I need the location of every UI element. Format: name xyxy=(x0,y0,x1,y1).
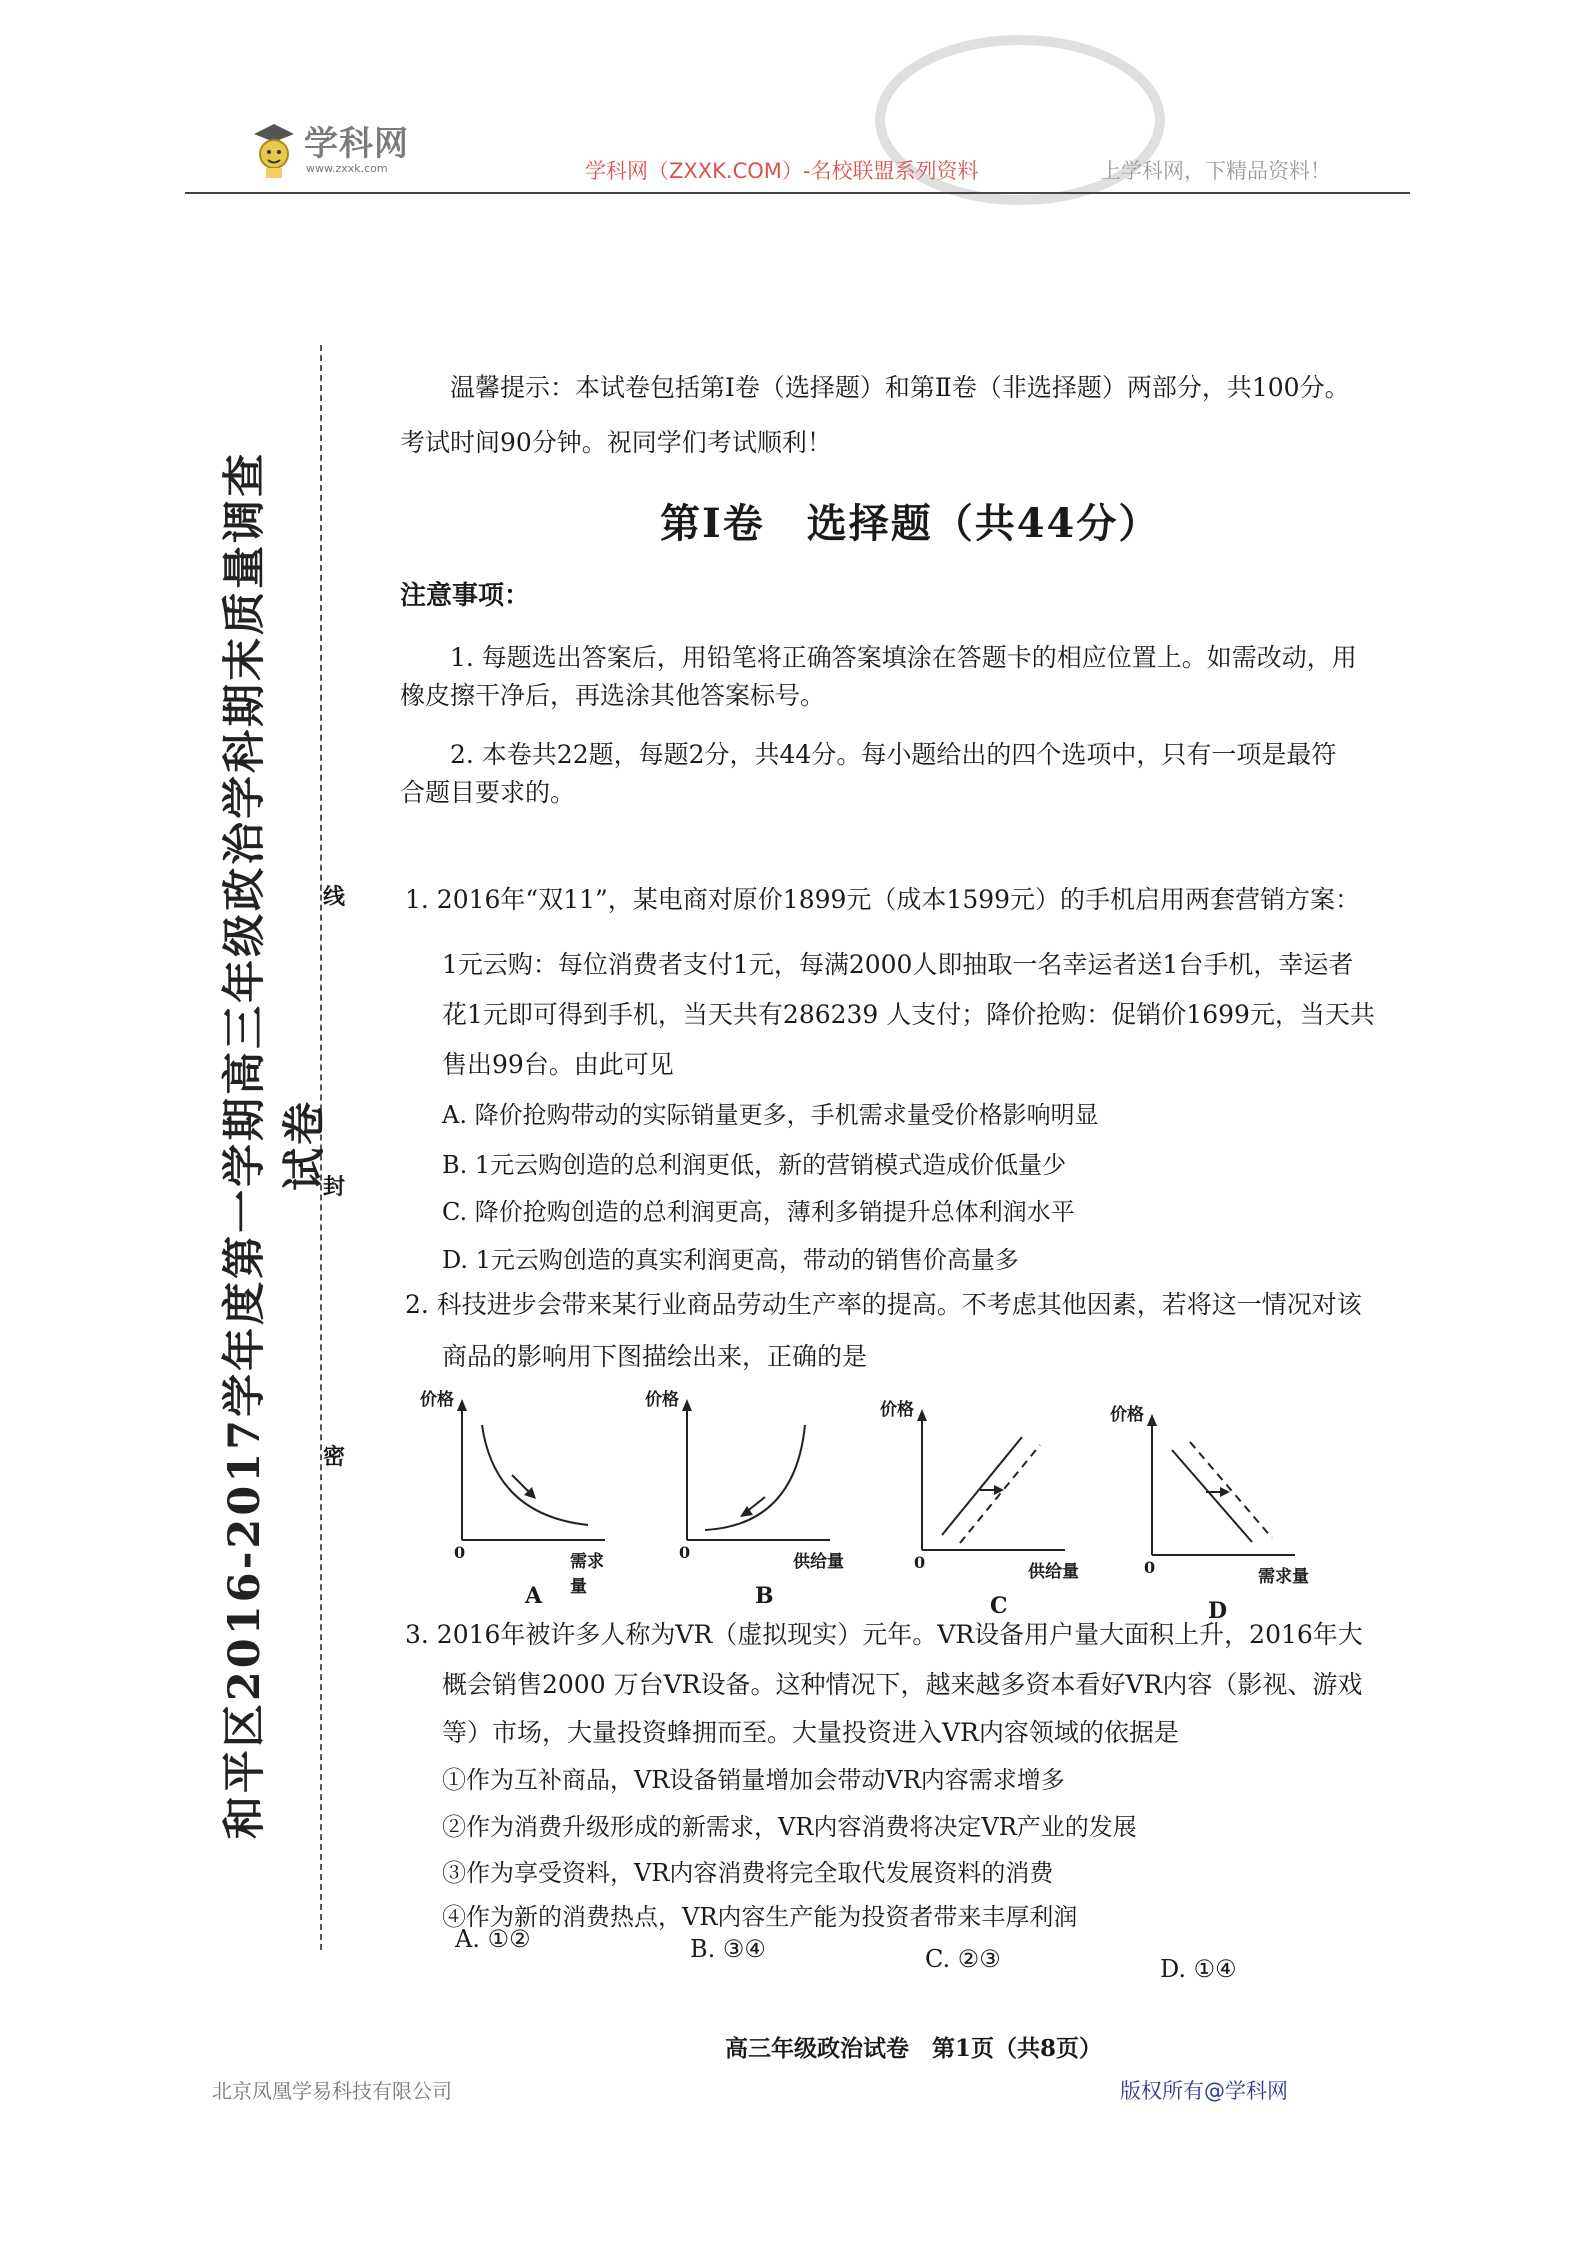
graph-d-letter: D xyxy=(1208,1598,1228,1624)
logo-url: www.zxxk.com xyxy=(306,162,388,175)
graph-d-origin: 0 xyxy=(1144,1558,1156,1577)
q3-statement-2: ②作为消费升级形成的新需求，VR内容消费将决定VR产业的发展 xyxy=(442,1813,1137,1841)
graph-c-ylabel: 价格 xyxy=(880,1400,914,1420)
q1-stem-line-2: 1元云购：每位消费者支付1元，每满2000人即抽取一名幸运者送1台手机，幸运者 xyxy=(442,950,1354,979)
q1-option-d: D. 1元云购创造的真实利润更高，带动的销售价高量多 xyxy=(442,1246,1019,1274)
q3-option-b: B. ③④ xyxy=(690,1935,766,1963)
graph-d-xlabel: 需求量 xyxy=(1258,1567,1309,1587)
q3-statement-4: ④作为新的消费热点，VR内容生产能为投资者带来丰厚利润 xyxy=(442,1903,1078,1931)
q2-stem-line-2: 商品的影响用下图描绘出来，正确的是 xyxy=(442,1342,868,1371)
graph-b xyxy=(645,1385,845,1615)
graph-a-xlabel: 需求量 xyxy=(570,1552,604,1597)
graph-b-origin: 0 xyxy=(679,1543,691,1562)
q1-stem-line-3: 花1元即可得到手机，当天共有286239 人支付；降价抢购：促销价1699元，当天共 xyxy=(442,1000,1375,1029)
q3-statement-1: ①作为互补商品，VR设备销量增加会带动VR内容需求增多 xyxy=(442,1766,1065,1794)
graph-b-letter: B xyxy=(755,1583,774,1609)
q2-stem-line-1: 2. 科技进步会带来某行业商品劳动生产率的提高。不考虑其他因素，若将这一情况对该 xyxy=(405,1290,1362,1319)
graph-c xyxy=(880,1395,1080,1625)
notes-heading: 注意事项： xyxy=(400,581,531,611)
graph-b-xlabel: 供给量 xyxy=(793,1552,844,1572)
q1-option-b: B. 1元云购创造的总利润更低，新的营销模式造成价低量少 xyxy=(442,1151,1067,1179)
graph-c-origin: 0 xyxy=(914,1553,926,1572)
q3-option-a: A. ①② xyxy=(455,1925,531,1953)
exam-title-text: 和平区2016-2017学年度第一学期高三年级政治学科期末质量调查试卷 xyxy=(220,450,330,1840)
header-slogan: 上学科网，下精品资料！ xyxy=(1100,159,1331,183)
section-title: 第Ⅰ卷 选择题（共44分） xyxy=(660,500,1161,547)
graph-d xyxy=(1110,1400,1310,1630)
q3-option-c: C. ②③ xyxy=(925,1945,1001,1973)
note-2-line-1: 2. 本卷共22题，每题2分，共44分。每小题给出的四个选项中，只有一项是最符 xyxy=(450,740,1337,769)
q1-option-c: C. 降价抢购创造的总利润更高，薄利多销提升总体利润水平 xyxy=(442,1198,1075,1226)
graph-c-xlabel: 供给量 xyxy=(1028,1562,1079,1582)
q3-option-d: D. ①④ xyxy=(1160,1955,1237,1983)
note-2-line-2: 合题目要求的。 xyxy=(400,778,576,807)
q1-option-a: A. 降价抢购带动的实际销量更多，手机需求量受价格影响明显 xyxy=(442,1101,1099,1129)
company-name: 北京凤凰学易科技有限公司 xyxy=(212,2079,452,2103)
graph-a-letter: A xyxy=(525,1583,543,1609)
watermark-stamp xyxy=(870,20,1170,220)
graph-a-ylabel: 价格 xyxy=(420,1390,454,1410)
graph-b-ylabel: 价格 xyxy=(645,1390,679,1410)
q3-statement-3: ③作为享受资料，VR内容消费将完全取代发展资料的消费 xyxy=(442,1859,1054,1887)
q3-stem-line-2: 概会销售2000 万台VR设备。这种情况下，越来越多资本看好VR内容（影视、游戏 xyxy=(442,1670,1363,1699)
binding-mark-secret: 密 xyxy=(322,1444,345,1470)
notice-line-2: 考试时间90分钟。祝同学们考试顺利！ xyxy=(400,428,832,457)
logo-mascot-icon xyxy=(250,120,298,180)
note-1-line-1: 1. 每题选出答案后，用铅笔将正确答案填涂在答题卡的相应位置上。如需改动，用 xyxy=(450,643,1357,672)
copyright-link[interactable]: 版权所有@学科网 xyxy=(1120,2079,1288,2103)
q1-stem-line-4: 售出99台。由此可见 xyxy=(442,1050,674,1079)
q3-stem-line-3: 等）市场，大量投资蜂拥而至。大量投资进入VR内容领域的依据是 xyxy=(442,1718,1179,1747)
header-center-link[interactable]: 学科网（ZXXK.COM）-名校联盟系列资料 xyxy=(585,159,979,183)
header-divider xyxy=(185,192,1410,194)
graph-d-ylabel: 价格 xyxy=(1110,1405,1144,1425)
binding-mark-line: 线 xyxy=(322,884,345,910)
graph-c-letter: C xyxy=(990,1593,1008,1619)
notice-line-1: 温馨提示：本试卷包括第Ⅰ卷（选择题）和第Ⅱ卷（非选择题）两部分，共100分。 xyxy=(450,373,1350,402)
graph-a-origin: 0 xyxy=(454,1543,466,1562)
q3-stem-line-1: 3. 2016年被许多人称为VR（虚拟现实）元年。VR设备用户量大面积上升，2016年大 xyxy=(405,1620,1363,1649)
logo-text: 学科网 xyxy=(304,124,409,164)
note-1-line-2: 橡皮擦干净后，再选涂其他答案标号。 xyxy=(400,681,826,710)
binding-mark-seal: 封 xyxy=(322,1174,345,1200)
site-logo[interactable] xyxy=(248,112,438,184)
page-number-footer: 高三年级政治试卷 第1页（共8页） xyxy=(725,2035,1103,2062)
graph-a xyxy=(420,1385,620,1615)
q1-stem-line-1: 1. 2016年“双11”，某电商对原价1899元（成本1599元）的手机启用两套营销方案： xyxy=(405,885,1361,914)
